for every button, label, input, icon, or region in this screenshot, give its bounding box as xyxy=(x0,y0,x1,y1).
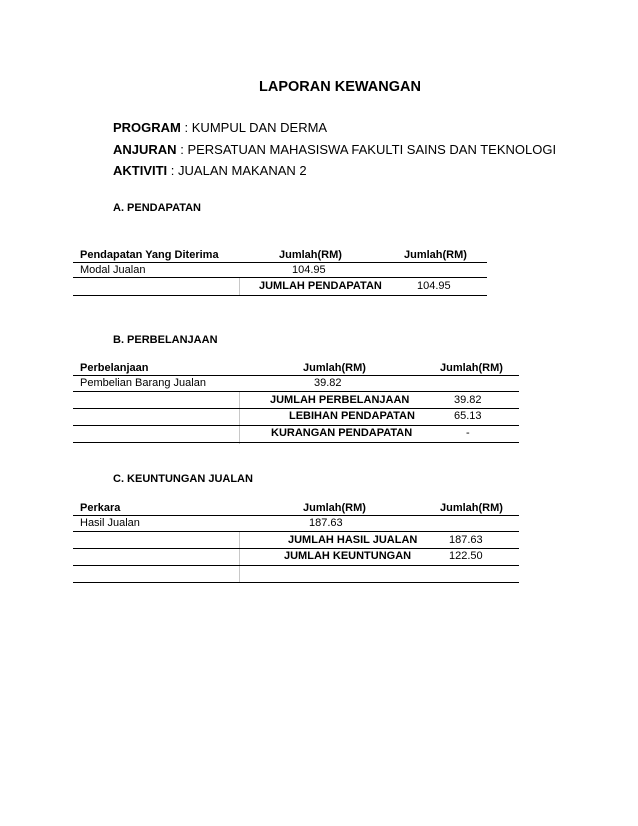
section-a-row1-value: 104.95 xyxy=(292,264,326,276)
section-c-hasil-value: 187.63 xyxy=(449,534,483,546)
section-c-bottom-rule xyxy=(73,582,519,583)
section-b-lebihan-label: LEBIHAN PENDAPATAN xyxy=(289,410,415,422)
section-a-col1-header: Pendapatan Yang Diterima xyxy=(80,249,219,261)
program-label: PROGRAM xyxy=(113,120,181,135)
section-b-col3-header: Jumlah(RM) xyxy=(440,362,503,374)
section-b-header-rule xyxy=(73,375,519,376)
section-c-row1-value: 187.63 xyxy=(309,517,343,529)
section-b-kurangan-value: - xyxy=(466,427,470,439)
section-a-total-value: 104.95 xyxy=(417,280,451,292)
section-a-col3-header: Jumlah(RM) xyxy=(404,249,467,261)
section-b-row1-value: 39.82 xyxy=(314,377,342,389)
section-a-total-rule xyxy=(73,295,487,296)
section-b-lebihan-rule xyxy=(73,425,519,426)
aktiviti-label: AKTIVITI xyxy=(113,163,168,178)
section-b-kurangan-rule xyxy=(73,442,519,443)
section-b-divider xyxy=(239,392,240,444)
aktiviti-separator: : xyxy=(170,163,175,178)
aktiviti-value: JUALAN MAKANAN 2 xyxy=(178,163,307,178)
section-c-row1-rule xyxy=(73,531,519,532)
section-b-heading: B. PERBELANJAAN xyxy=(113,334,218,346)
section-c-hasil-rule xyxy=(73,548,519,549)
section-a-row1-rule xyxy=(73,277,487,278)
section-a-heading: A. PENDAPATAN xyxy=(113,202,201,214)
section-a-total-label: JUMLAH PENDAPATAN xyxy=(259,280,382,292)
aktiviti-line xyxy=(113,163,307,178)
report-title: LAPORAN KEWANGAN xyxy=(259,79,421,95)
program-line xyxy=(113,120,327,135)
anjuran-label: ANJURAN xyxy=(113,142,177,157)
anjuran-line xyxy=(113,142,556,157)
section-b-total-label: JUMLAH PERBELANJAAN xyxy=(270,394,410,406)
program-value: KUMPUL DAN DERMA xyxy=(191,120,328,135)
section-b-total-value: 39.82 xyxy=(454,394,482,406)
section-c-header-rule xyxy=(73,515,519,516)
section-c-hasil-label: JUMLAH HASIL JUALAN xyxy=(288,534,418,546)
anjuran-value: PERSATUAN MAHASISWA FAKULTI SAINS DAN TEKNOLOGI xyxy=(187,142,557,157)
section-b-total-rule xyxy=(73,408,519,409)
section-c-untung-value: 122.50 xyxy=(449,550,483,562)
section-c-divider xyxy=(239,532,240,582)
section-c-col1-header: Perkara xyxy=(80,502,121,514)
section-a-row1-label: Modal Jualan xyxy=(80,264,146,276)
section-c-untung-rule xyxy=(73,565,519,566)
section-b-row1-rule xyxy=(73,391,519,392)
section-c-heading: C. KEUNTUNGAN JUALAN xyxy=(113,473,253,485)
section-c-col3-header: Jumlah(RM) xyxy=(440,502,503,514)
section-b-col2-header: Jumlah(RM) xyxy=(303,362,366,374)
program-separator: : xyxy=(184,120,189,135)
section-a-col2-header: Jumlah(RM) xyxy=(279,249,342,261)
section-b-kurangan-label: KURANGAN PENDAPATAN xyxy=(271,427,413,439)
section-b-lebihan-value: 65.13 xyxy=(454,410,482,422)
section-a-header-rule xyxy=(73,262,487,263)
anjuran-separator: : xyxy=(180,142,184,157)
section-c-untung-label: JUMLAH KEUNTUNGAN xyxy=(284,550,412,562)
section-a-divider xyxy=(239,278,240,296)
section-c-col2-header: Jumlah(RM) xyxy=(303,502,366,514)
section-b-col1-header: Perbelanjaan xyxy=(80,362,149,374)
section-b-row1-label: Pembelian Barang Jualan xyxy=(80,377,206,389)
section-c-row1-label: Hasil Jualan xyxy=(80,517,140,529)
